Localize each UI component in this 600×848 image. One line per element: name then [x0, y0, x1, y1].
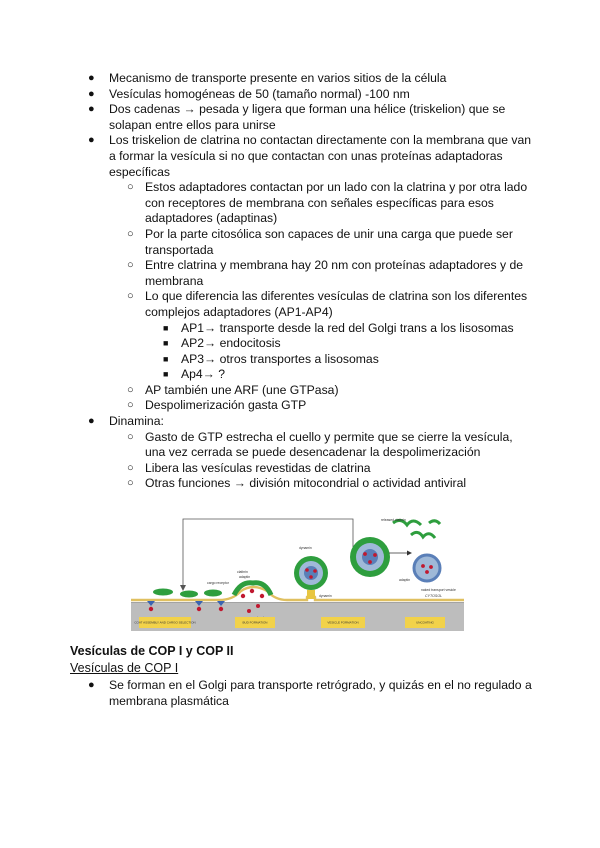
stage-label: UNCOATING: [416, 620, 434, 625]
list-item-text: Se forman en el Golgi para transporte retrógrado, y quizás en el no regulado a membrana plasmática: [109, 678, 532, 708]
list-item-text: Lo que diferencia las diferentes vesículas de clatrina son los diferentes complejos adaptadores (AP1-AP4): [145, 289, 528, 319]
list-item: [0, 71, 600, 87]
bullet-circle: ○: [127, 227, 134, 240]
figure-label: dynamin: [299, 546, 312, 550]
sub-list-item: [0, 398, 600, 414]
figure-label: naked transport vesicle: [421, 588, 456, 592]
bullet-dot: ●: [88, 679, 95, 691]
stage-label: VESICLE FORMATION: [327, 620, 359, 625]
released-clathrin: [393, 520, 440, 538]
figure-label: adaptin: [239, 575, 251, 579]
sub-sub-list-item: [0, 367, 600, 383]
list-item: [0, 133, 600, 180]
sub-sub-list-item: [0, 352, 600, 368]
list-item-text: Vesículas homogéneas de 50 (tamaño normal) -100 nm: [109, 86, 410, 101]
bullet-square: ■: [163, 353, 169, 364]
bullet-circle: ○: [127, 181, 134, 194]
bullet-circle: ○: [127, 477, 134, 490]
list-item-text: Los triskelion de clatrina no contactan directamente con la membrana que van a formar la vesícula si no que contactan con unas proteínas adaptadoras específicas: [109, 133, 532, 179]
list-item-text: Despolimerización gasta GTP: [145, 398, 307, 413]
bullet-square: ■: [163, 338, 169, 349]
bullet-dot: ●: [88, 415, 95, 428]
figure-label: dynamin: [319, 594, 332, 598]
sub-list-item: [0, 383, 600, 399]
naked-transport-vesicle: [414, 555, 440, 581]
list-item-text: Gasto de GTP estrecha el cuello y permite que se cierre la vesícula, una vez cerrada se puede desencadenar la despolimerización: [145, 429, 513, 460]
bullet-dot: ●: [88, 134, 95, 147]
bullet-circle: ○: [127, 399, 134, 412]
sub-list-item: [0, 476, 600, 492]
list-item: [0, 414, 600, 430]
list-item-text: AP1→ transporte desde la red del Golgi trans a los lisosomas: [181, 320, 514, 335]
bullet-dot: ●: [88, 103, 95, 116]
bullet-circle: ○: [127, 430, 134, 443]
stage-label: COAT ASSEMBLY AND CARGO SELECTION: [134, 620, 196, 625]
bullet-circle: ○: [127, 461, 134, 474]
bullet-square: ■: [163, 322, 169, 333]
stage-label: BUD FORMATION: [242, 620, 268, 625]
figure-label: cargo receptor: [207, 581, 229, 585]
sub-list-item: [0, 180, 600, 227]
clathrin-triskelion: [153, 589, 222, 598]
bullet-circle: ○: [127, 383, 134, 396]
list-item-text: Por la parte citosólica son capaces de unir una carga que puede ser transportada: [145, 226, 513, 257]
figure-label: CYTOSOL: [425, 594, 443, 598]
list-item-text: Otras funciones → división mitocondrial o actividad antiviral: [145, 476, 467, 491]
figure-label: clathrin: [237, 570, 248, 574]
sub-list-item: [0, 430, 600, 461]
figure-label: released clathrin: [381, 518, 406, 522]
subsection-heading: Vesículas de COP I: [70, 661, 179, 675]
list-item-text: AP también une ARF (une GTPasa): [145, 382, 339, 397]
clathrin-bullet-list: [0, 71, 600, 492]
sub-sub-list-item: [0, 321, 600, 337]
list-item: [0, 102, 600, 133]
bullet-circle: ○: [127, 290, 134, 303]
bullet-dot: ●: [88, 72, 95, 84]
sub-list-item: [0, 289, 600, 320]
list-item-text: Estos adaptadores contactan por un lado con la clatrina y por otra lado con receptores de membrana con señales específicas para esos adaptadores (adaptinas): [145, 180, 528, 226]
bullet-dot: ●: [88, 87, 95, 100]
list-item-text: Libera las vesículas revestidas de clatrina: [145, 460, 371, 475]
sub-list-item: [0, 258, 600, 289]
list-item: [0, 87, 600, 103]
list-item: [0, 678, 600, 709]
figure-label: adaptin: [399, 578, 411, 582]
list-item-text: Dinamina:: [109, 414, 164, 429]
list-item-text: AP3→ otros transportes a lisosomas: [181, 351, 379, 366]
list-item-text: AP2→ endocitosis: [181, 336, 281, 351]
list-item-text: Dos cadenas → pesada y ligera que forman una hélice (triskelion) que se solapan entre ellos para unirse: [109, 102, 506, 132]
clathrin-vesicle-formation-figure: [131, 513, 464, 631]
bullet-circle: ○: [127, 259, 134, 272]
coated-vesicle: [350, 537, 390, 577]
sub-sub-list-item: [0, 336, 600, 352]
list-item-text: Mecanismo de transporte presente en varios sitios de la célula: [109, 71, 447, 85]
sub-list-item: [0, 461, 600, 477]
section-heading: Vesículas de COP I y COP II: [70, 644, 234, 658]
coated-vesicle-budding: [294, 556, 328, 599]
sub-list-item: [0, 227, 600, 258]
list-item-text: Entre clatrina y membrana hay 20 nm con proteínas adaptadores y de membrana: [145, 258, 524, 288]
bullet-square: ■: [163, 369, 169, 380]
cop-bullet-list: [0, 678, 600, 709]
list-item-text: Ap4→ ?: [181, 367, 226, 382]
